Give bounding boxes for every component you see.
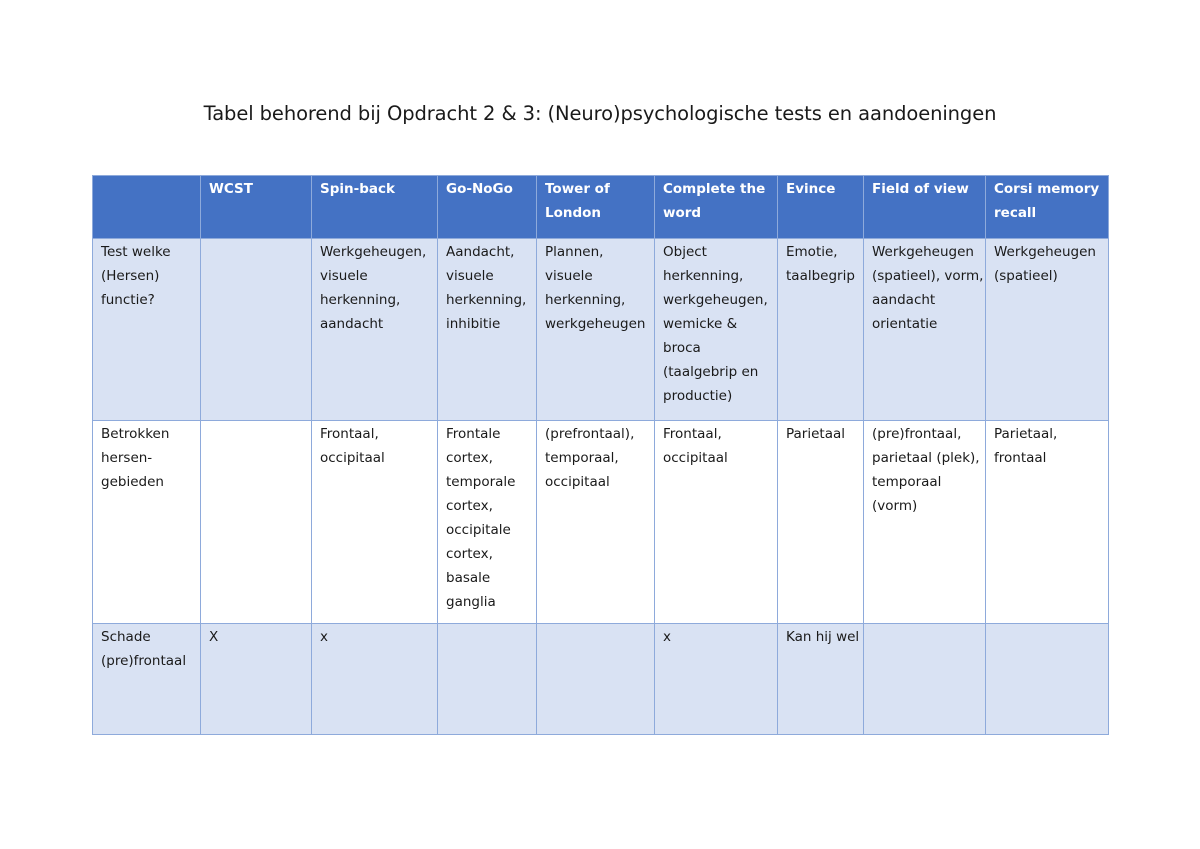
header-cell-complete-the-word: Complete the word bbox=[655, 176, 778, 239]
table-cell: (prefrontaal), temporaal, occipitaal bbox=[537, 421, 655, 624]
table-cell: (pre)frontaal, parietaal (plek), temporaal (vorm) bbox=[864, 421, 986, 624]
table-cell: Object herkenning, werkgeheugen, wemicke & broca (taalgebrip en productie) bbox=[655, 239, 778, 421]
header-cell-empty bbox=[93, 176, 201, 239]
page-title: Tabel behorend bij Opdracht 2 & 3: (Neuro)psychologische tests en aandoeningen bbox=[203, 102, 997, 125]
header-cell-field-of-view: Field of view bbox=[864, 176, 986, 239]
table-row bbox=[93, 239, 1109, 421]
header-cell-go-nogo: Go-NoGo bbox=[438, 176, 537, 239]
table-cell bbox=[986, 624, 1109, 735]
table-cell: Werkgeheugen (spatieel) bbox=[986, 239, 1109, 421]
table-cell: X bbox=[201, 624, 312, 735]
table-cell: x bbox=[312, 624, 438, 735]
table-row bbox=[93, 421, 1109, 624]
table-cell bbox=[201, 421, 312, 624]
header-cell-evince: Evince bbox=[778, 176, 864, 239]
table-cell: Emotie, taalbegrip bbox=[778, 239, 864, 421]
row-label: Test welke (Hersen) functie? bbox=[93, 239, 201, 421]
table-cell: Aandacht, visuele herkenning, inhibitie bbox=[438, 239, 537, 421]
table-cell: Frontale cortex, temporale cortex, occipitale cortex, basale ganglia bbox=[438, 421, 537, 624]
table-cell: Kan hij wel bbox=[778, 624, 864, 735]
table-cell bbox=[864, 624, 986, 735]
table-cell bbox=[438, 624, 537, 735]
table-cell: Werkgeheugen (spatieel), vorm, aandacht orientatie bbox=[864, 239, 986, 421]
table-cell: x bbox=[655, 624, 778, 735]
row-label: Schade (pre)frontaal bbox=[93, 624, 201, 735]
header-cell-tower-of-london: Tower of London bbox=[537, 176, 655, 239]
table-cell: Werkgeheugen, visuele herkenning, aandacht bbox=[312, 239, 438, 421]
header-cell-wcst: WCST bbox=[201, 176, 312, 239]
table-cell: Frontaal, occipitaal bbox=[312, 421, 438, 624]
table-row bbox=[93, 624, 1109, 735]
header-cell-spin-back: Spin-back bbox=[312, 176, 438, 239]
table-cell: Plannen, visuele herkenning, werkgeheugen bbox=[537, 239, 655, 421]
table-cell bbox=[201, 239, 312, 421]
header-cell-corsi-memory-recall: Corsi memory recall bbox=[986, 176, 1109, 239]
table-header-row bbox=[93, 176, 1109, 239]
row-label: Betrokken hersen-gebieden bbox=[93, 421, 201, 624]
table-cell: Parietaal bbox=[778, 421, 864, 624]
table-cell bbox=[537, 624, 655, 735]
table-cell: Frontaal, occipitaal bbox=[655, 421, 778, 624]
table-cell: Parietaal, frontaal bbox=[986, 421, 1109, 624]
tests-table bbox=[92, 175, 1109, 735]
